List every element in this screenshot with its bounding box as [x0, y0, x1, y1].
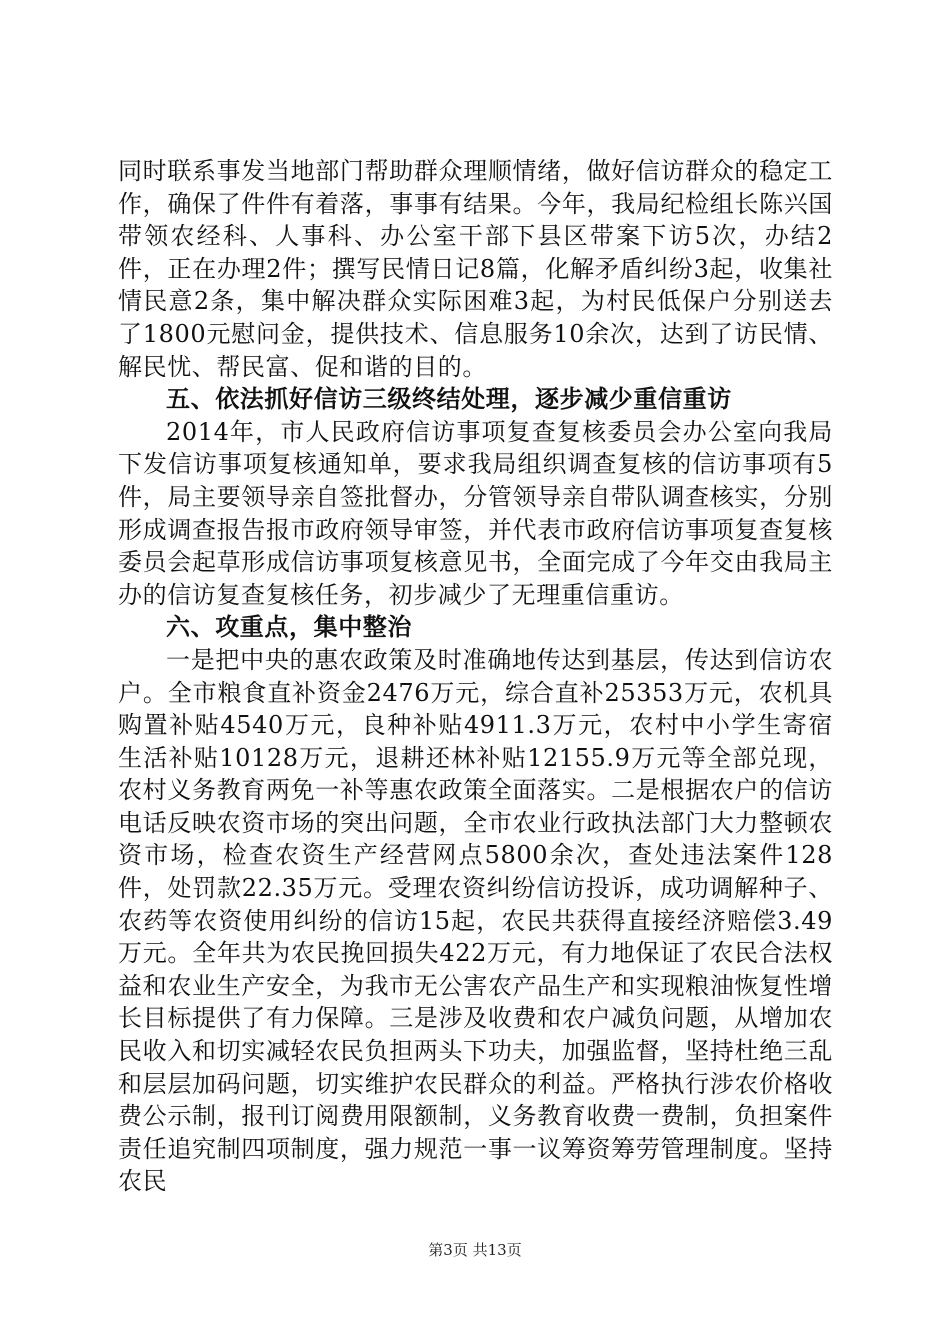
paragraph-section-five: 2014年，市人民政府信访事项复查复核委员会办公室向我局下发信访事项复核通知单，要求我局组织调查复核的信访事项有5件，局主要领导亲自签批督办，分管领导亲自带队调查核实，分别形成调查报告报市政府领导审签，并代表市政府信访事项复查复核委员会起草形成信访事项复核意见书，全面完成了今年交由我局主办的信访复查复核任务，初步减少了无理重信重访。: [118, 417, 833, 609]
paragraph-section-six: 一是把中央的惠农政策及时准确地传达到基层，传达到信访农户。全市粮食直补资金2476万元，综合直补25353万元，农机具购置补贴4540万元，良种补贴4911.3万元，农村中小学生寄宿生活补贴10128万元，退耕还林补贴12155.9万元等全部兑现，农村义务教育两免一补等惠农政策全面落实。二是根据农户的信访电话反映农资市场的突出问题，全市农业行政执法部门大力整顿农资市场，检查农资生产经营网点5800余次，查处违法案件128件，处罚款22.35万元。受理农资纠纷信访投诉，成功调解种子、农药等农资使用纠纷的信访15起，农民共获得直接经济赔偿3.49万元。全年共为农民挽回损失422万元，有力地保证了农民合法权益和农业生产安全，为我市无公害农产品生产和实现粮油恢复性增长目标提供了有力保障。三是涉及收费和农户减负问题，从增加农民收入和切实减轻农民负担两头下功夫，加强监督，坚持杜绝三乱和层层加码问题，切实维护农民群众的利益。严格执行涉农价格收费公示制，报刊订阅费用限额制，义务教育收费一费制，负担案件责任追究制四项制度，强力规范一事一议筹资筹劳管理制度。坚持农民: [118, 645, 833, 1196]
page-footer: [0, 1240, 950, 1260]
section-heading-six: 六、攻重点，集中整治: [166, 612, 412, 642]
document-body: [118, 155, 833, 1198]
page-number-label: 第3页 共13页: [428, 1241, 522, 1259]
paragraph-continuation: 同时联系事发当地部门帮助群众理顺情绪，做好信访群众的稳定工作，确保了件件有着落，事事有结果。今年，我局纪检组长陈兴国带领农经科、人事科、办公室干部下县区带案下访5次，办结2件，正在办理2件；撰写民情日记8篇，化解矛盾纠纷3起，收集社情民意2条，集中解决群众实际困难3起，为村民低保户分别送去了1800元慰问金，提供技术、信息服务10余次，达到了访民情、解民忧、帮民富、促和谐的目的。: [118, 157, 833, 381]
section-heading-five: 五、依法抓好信访三级终结处理，逐步减少重信重访: [166, 384, 732, 414]
